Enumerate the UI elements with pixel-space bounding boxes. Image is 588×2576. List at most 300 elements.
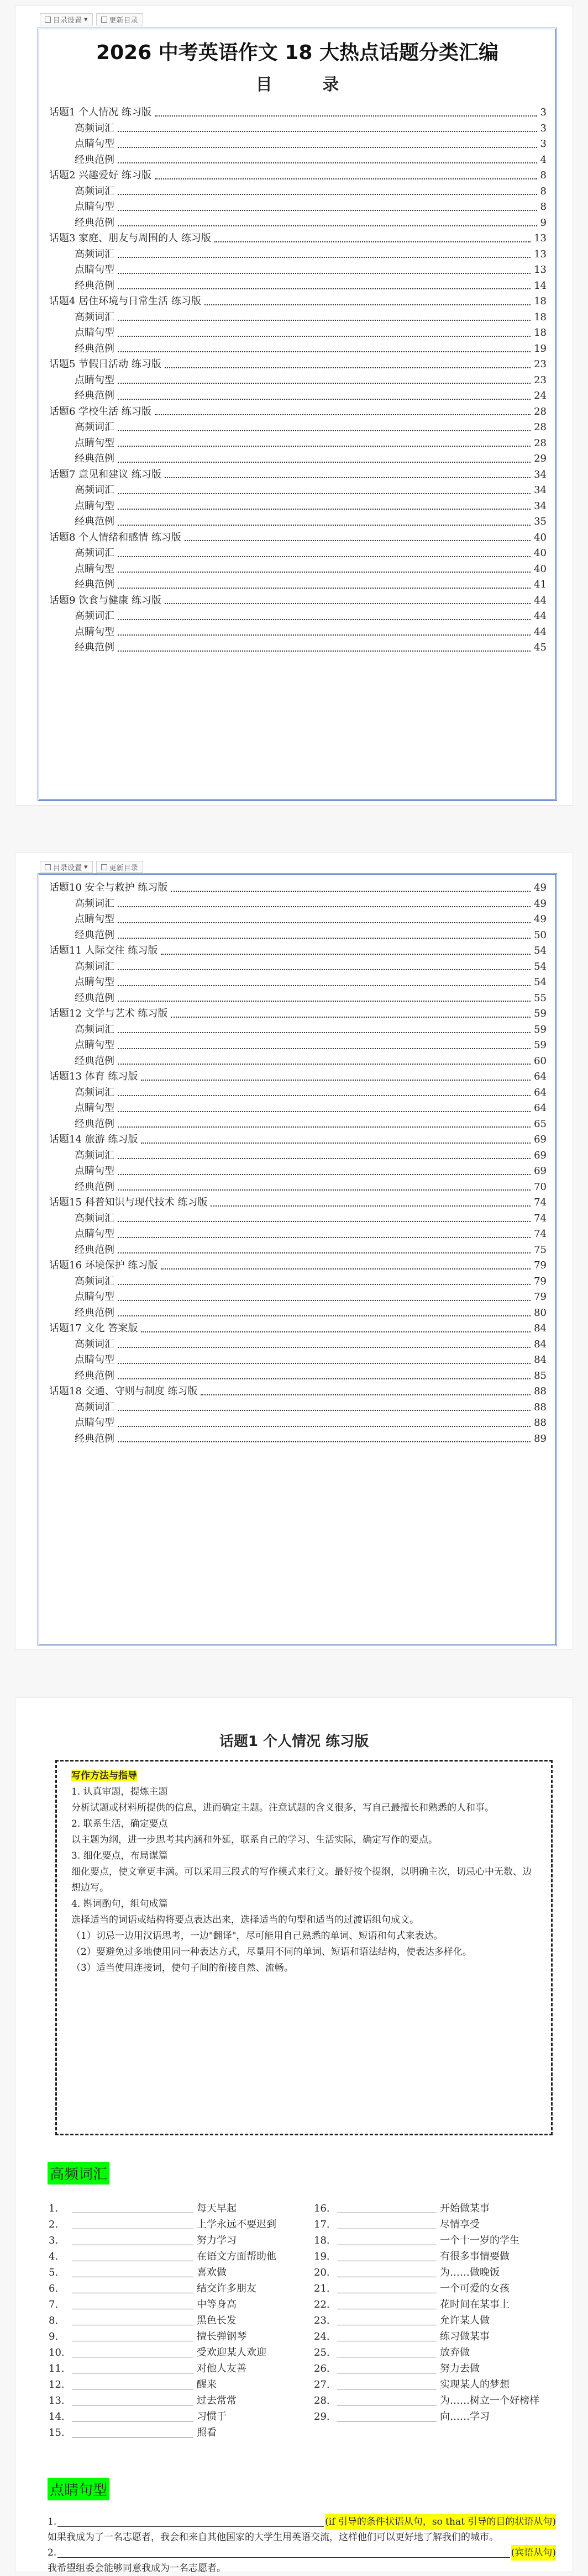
vocab-item <box>49 2313 308 2329</box>
toc-dot-leader <box>118 1221 531 1222</box>
toc-entry-topic[interactable] <box>49 231 547 247</box>
toc-entry-subsection[interactable] <box>49 136 547 152</box>
toc-dot-leader <box>118 525 531 526</box>
sentence-chinese-prompt: 我希望组委会能够同意我成为一名志愿者。 <box>48 2563 226 2574</box>
toc-entry-label: 高频词汇 <box>75 421 114 433</box>
toc-page-number: 88 <box>534 1417 547 1429</box>
vocab-meaning: 上学永远不要迟到 <box>197 2219 276 2230</box>
toc-dot-leader <box>118 1158 531 1159</box>
toc-dot-leader <box>118 985 531 986</box>
toc-page-number: 28 <box>534 421 547 433</box>
vocab-item <box>49 2281 308 2297</box>
vocab-meaning: 为……做晚饭 <box>440 2267 500 2278</box>
toc-page-number: 24 <box>534 390 547 401</box>
vocab-answer-blank[interactable] <box>72 2393 193 2405</box>
toc-dot-leader <box>118 336 531 337</box>
toc-page-number: 14 <box>534 279 547 292</box>
toc-entry-subsection[interactable] <box>49 1117 547 1133</box>
toc-entry-subsection[interactable] <box>49 975 547 991</box>
toc-entry-subsection[interactable] <box>49 1415 547 1431</box>
toc-entry-subsection[interactable] <box>49 1431 547 1447</box>
toc-dot-leader <box>118 225 537 226</box>
toc-entry-label: 点睛句型 <box>75 1291 114 1303</box>
toc-entry-subsection[interactable] <box>49 388 547 404</box>
vocab-number: 15. <box>49 2427 65 2439</box>
vocab-number: 3. <box>49 2235 59 2246</box>
vocab-item <box>49 2425 308 2441</box>
toc-entry-label: 高频词汇 <box>75 1275 114 1287</box>
toc-entry-subsection[interactable] <box>49 1022 547 1038</box>
method-line: 选择适当的词语或结构将要点表达出来，选择适当的句型和适当的过渡语组句成文。 <box>71 1914 419 1926</box>
sentence-number: 1. <box>48 2516 57 2527</box>
toc-page-number: 84 <box>534 1354 547 1366</box>
toc-entry-topic[interactable] <box>49 294 547 310</box>
toc-entry-topic[interactable] <box>49 943 547 959</box>
toc-entry-label: 经典范例 <box>75 342 114 355</box>
toc-dot-leader <box>118 1032 531 1033</box>
toc-page-number: 4 <box>540 154 547 166</box>
vocab-answer-blank[interactable] <box>337 2201 437 2213</box>
vocab-answer-blank[interactable] <box>72 2297 193 2309</box>
toc-page-number: 40 <box>534 563 547 575</box>
toc-entry-topic[interactable] <box>49 1195 547 1211</box>
vocab-answer-blank[interactable] <box>72 2249 193 2261</box>
toc-entry-subsection[interactable] <box>49 959 547 975</box>
toc-icon <box>45 17 51 23</box>
vocab-answer-blank[interactable] <box>72 2345 193 2357</box>
vocab-item <box>49 2409 308 2425</box>
toc-entry-subsection[interactable] <box>49 1038 547 1054</box>
vocab-item <box>314 2313 563 2329</box>
sentence-answer-blank[interactable] <box>57 2515 324 2527</box>
method-line: （3）适当使用连接词，使句子间的衔接自然、流畅。 <box>71 1963 293 1974</box>
toc-dot-leader <box>118 430 531 431</box>
vocab-answer-blank[interactable] <box>72 2361 193 2373</box>
method-line: 1. 认真审题，提炼主题 <box>71 1786 168 1797</box>
chevron-down-icon: ▾ <box>84 15 88 24</box>
toc-entry-topic[interactable] <box>49 880 547 896</box>
sentence-section-label: 点睛句型 <box>48 2478 109 2500</box>
vocab-meaning: 向……学习 <box>440 2411 490 2422</box>
toc-dot-leader <box>161 954 531 955</box>
toc-entry-label: 话题15 科普知识与现代技术 练习版 <box>49 1197 208 1208</box>
method-line: （2）要避免过多地使用同一种表达方式，尽量用不同的单词、短语和语法结构，使表达多样化。 <box>71 1946 472 1958</box>
vocab-item <box>49 2265 308 2281</box>
vocab-answer-blank[interactable] <box>337 2377 437 2389</box>
toc-entry-label: 高频词汇 <box>75 1212 114 1224</box>
toc-dot-leader <box>201 1394 531 1395</box>
toc-entry-topic[interactable] <box>49 1258 547 1274</box>
vocab-meaning: 为……树立一个好榜样 <box>440 2395 539 2406</box>
toc-entry-subsection[interactable] <box>49 514 547 530</box>
toc-entry-label: 点睛句型 <box>75 1039 114 1051</box>
toc-entry-topic[interactable] <box>49 1006 547 1022</box>
toc-entry-subsection[interactable] <box>49 1242 547 1258</box>
vocab-answer-blank[interactable] <box>337 2393 437 2405</box>
toc-entry-subsection[interactable] <box>49 1400 547 1416</box>
toc-page-number: 74 <box>534 1212 547 1224</box>
toc-entry-subsection[interactable] <box>49 577 547 593</box>
toc-dot-leader <box>118 1378 531 1379</box>
vocab-number: 18. <box>314 2235 330 2246</box>
toc-page-number: 28 <box>534 405 547 417</box>
toc-page-number: 50 <box>534 929 547 941</box>
toc-entry-label: 话题17 文化 答案版 <box>49 1323 138 1334</box>
vocab-number: 17. <box>314 2219 330 2230</box>
toc-entry-subsection[interactable] <box>49 420 547 436</box>
toc-page-number: 70 <box>534 1181 547 1193</box>
toc-entry-subsection[interactable] <box>49 896 547 912</box>
vocab-answer-blank[interactable] <box>337 2409 437 2421</box>
toc-toolbar <box>40 861 143 873</box>
toc-dot-leader <box>118 493 531 494</box>
toc-page-number: 55 <box>534 992 547 1004</box>
toc-entry-subsection[interactable] <box>49 1274 547 1290</box>
toc-entry-label: 点睛句型 <box>75 1102 114 1114</box>
sentence-answer-blank[interactable] <box>57 2546 510 2558</box>
vocab-answer-blank[interactable] <box>337 2249 437 2261</box>
toc-entry-subsection[interactable] <box>49 912 547 928</box>
vocab-item <box>314 2233 563 2249</box>
toc-dot-leader <box>118 1363 531 1364</box>
vocab-item <box>49 2201 308 2217</box>
toc-entry-label: 话题12 文学与艺术 练习版 <box>49 1008 168 1019</box>
vocab-item <box>49 2345 308 2361</box>
toc-entry-subsection[interactable] <box>49 1226 547 1242</box>
toc-dot-leader <box>118 1095 531 1096</box>
toc-page-number: 40 <box>534 547 547 559</box>
vocab-number: 11. <box>49 2363 65 2374</box>
toc-entry-label: 点睛句型 <box>75 1228 114 1240</box>
toc-dot-leader <box>118 320 531 321</box>
toc-page-number: 79 <box>534 1291 547 1303</box>
toc-entry-label: 经典范例 <box>75 1369 114 1382</box>
toc-page-number: 84 <box>534 1338 547 1350</box>
vocab-meaning: 喜欢做 <box>197 2267 227 2278</box>
toc-entry-label: 点睛句型 <box>75 563 114 575</box>
toc-entry-label: 点睛句型 <box>75 437 114 449</box>
toc-page-number: 23 <box>534 374 547 386</box>
toc-entry-topic[interactable] <box>49 105 547 121</box>
vocab-number: 22. <box>314 2299 330 2310</box>
toc-entry-topic[interactable] <box>49 530 547 546</box>
toc-dot-leader <box>141 1080 531 1081</box>
toc-page-2 <box>15 853 573 1649</box>
toc-entry-label: 高频词汇 <box>75 547 114 559</box>
toc-entry-topic[interactable] <box>49 593 547 609</box>
toc-entry-subsection[interactable] <box>49 1352 547 1368</box>
vocab-answer-blank[interactable] <box>72 2329 193 2341</box>
exercise-page <box>15 1698 573 2572</box>
vocab-meaning: 一个十一岁的学生 <box>440 2235 519 2246</box>
toc-dot-leader <box>204 304 531 305</box>
toc-dot-leader <box>118 650 531 652</box>
sentence-answer-line <box>48 2514 556 2530</box>
vocab-answer-blank[interactable] <box>72 2313 193 2325</box>
vocab-item <box>314 2297 563 2313</box>
toc-page-number: 65 <box>534 1118 547 1130</box>
vocab-answer-blank[interactable] <box>337 2297 437 2309</box>
toc-entry-label: 话题8 个人情绪和感情 练习版 <box>49 531 181 543</box>
sentence-answer-line <box>48 2545 556 2561</box>
toc-dot-leader <box>185 540 531 541</box>
toc-entry-topic[interactable] <box>49 357 547 373</box>
toc-page-number: 49 <box>534 913 547 925</box>
toc-entry-subsection[interactable] <box>49 325 547 341</box>
toc-entry-label: 话题18 交通、守则与制度 练习版 <box>49 1385 198 1397</box>
toc-entry-subsection[interactable] <box>49 341 547 357</box>
vocab-item <box>49 2393 308 2409</box>
vocab-item <box>314 2345 563 2361</box>
toc-entry-subsection[interactable] <box>49 373 547 389</box>
vocab-meaning: 努力学习 <box>197 2235 237 2246</box>
vocab-number: 12. <box>49 2379 65 2390</box>
vocab-answer-blank[interactable] <box>337 2329 437 2341</box>
chevron-down-icon: ▾ <box>84 863 88 871</box>
toc-entry-label: 经典范例 <box>75 642 114 653</box>
vocab-number: 5. <box>49 2267 59 2278</box>
toc-page-number: 45 <box>534 642 547 653</box>
toc-entry-subsection[interactable] <box>49 562 547 578</box>
toc-entry-subsection[interactable] <box>49 483 547 499</box>
toc-entry-subsection[interactable] <box>49 310 547 326</box>
toc-dot-leader <box>118 1048 531 1049</box>
vocab-number: 24. <box>314 2331 330 2342</box>
toc-entry-subsection[interactable] <box>49 1101 547 1117</box>
vocab-answer-blank[interactable] <box>72 2377 193 2389</box>
toc-entry-label: 经典范例 <box>75 1244 114 1256</box>
vocab-answer-blank[interactable] <box>72 2281 193 2293</box>
toc-dot-leader <box>165 367 531 368</box>
toc-page-number: 34 <box>534 484 547 496</box>
toc-page-number: 74 <box>534 1228 547 1240</box>
vocab-item <box>314 2361 563 2377</box>
toc-entry-subsection[interactable] <box>49 1148 547 1164</box>
toc-dot-leader <box>118 273 531 274</box>
toc-entry-label: 点睛句型 <box>75 913 114 925</box>
toc-entry-subsection[interactable] <box>49 928 547 944</box>
toc-page-number: 54 <box>534 976 547 988</box>
vocab-number: 16. <box>314 2203 330 2214</box>
toc-dot-leader <box>155 115 537 117</box>
toc-entry-subsection[interactable] <box>49 1368 547 1384</box>
toc-entry-label: 高频词汇 <box>75 484 114 496</box>
toc-entry-subsection[interactable] <box>49 262 547 278</box>
vocab-meaning: 醒来 <box>197 2379 217 2390</box>
toc-settings-button[interactable] <box>40 861 93 873</box>
toc-entry-topic[interactable] <box>49 1321 547 1337</box>
toc-entry-subsection[interactable] <box>49 215 547 231</box>
toc-dot-leader <box>118 1189 531 1191</box>
toc-dot-leader <box>118 634 531 636</box>
toc-entry-subsection[interactable] <box>49 640 547 656</box>
vocab-answer-blank[interactable] <box>72 2201 193 2213</box>
vocab-answer-blank[interactable] <box>337 2313 437 2325</box>
toc-entry-label: 话题14 旅游 练习版 <box>49 1134 138 1145</box>
toc-entry-subsection[interactable] <box>49 152 547 168</box>
toc-page-number: 34 <box>534 468 547 480</box>
toc-entry-subsection[interactable] <box>49 609 547 625</box>
toc-dot-leader <box>118 131 537 132</box>
vocab-meaning: 每天早起 <box>197 2203 237 2214</box>
toc-entry-topic[interactable] <box>49 1132 547 1148</box>
toc-entry-subsection[interactable] <box>49 1337 547 1353</box>
toc-page-number: 18 <box>534 295 547 307</box>
update-toc-button[interactable] <box>96 13 143 25</box>
update-toc-button[interactable] <box>96 861 143 873</box>
toc-dot-leader <box>118 906 531 907</box>
vocab-item <box>314 2377 563 2393</box>
vocab-answer-blank[interactable] <box>337 2265 437 2277</box>
vocab-answer-blank[interactable] <box>337 2233 437 2245</box>
vocab-number: 6. <box>49 2283 59 2294</box>
toc-entry-subsection[interactable] <box>49 1305 547 1321</box>
method-line: 2. 联系生活，确定要点 <box>71 1818 168 1829</box>
method-line: 4. 斟词酌句，组句成篇 <box>71 1898 168 1909</box>
toc-dot-leader <box>118 1001 531 1002</box>
toc-entry-label: 高频词汇 <box>75 1338 114 1350</box>
toc-entry-label: 经典范例 <box>75 579 114 590</box>
toc-page-number: 3 <box>540 122 547 134</box>
toc-frame <box>38 873 557 1646</box>
toc-entry-label: 点睛句型 <box>75 626 114 638</box>
update-toc-label: 更新目录 <box>109 16 138 25</box>
toc-dot-leader <box>118 509 531 510</box>
toc-dot-leader <box>155 414 531 415</box>
vocab-answer-blank[interactable] <box>72 2217 193 2229</box>
vocab-item <box>314 2249 563 2265</box>
toc-entry-label: 点睛句型 <box>75 1165 114 1177</box>
toc-entry-label: 经典范例 <box>75 279 114 292</box>
toc-entry-subsection[interactable] <box>49 991 547 1007</box>
toc-entry-label: 高频词汇 <box>75 960 114 972</box>
toc-entry-label: 高频词汇 <box>75 248 114 260</box>
toc-entry-label: 点睛句型 <box>75 138 114 150</box>
toc-settings-button[interactable] <box>40 13 93 25</box>
toc-entry-subsection[interactable] <box>49 625 547 641</box>
vocab-meaning: 对他人友善 <box>197 2363 246 2374</box>
toc-dot-leader <box>118 969 531 970</box>
toc-page-number: 64 <box>534 1071 547 1082</box>
toc-entry-label: 话题7 意见和建议 练习版 <box>49 468 161 480</box>
vocab-item <box>314 2265 563 2281</box>
refresh-icon <box>101 17 107 23</box>
vocab-answer-blank[interactable] <box>72 2265 193 2277</box>
toc-entry-topic[interactable] <box>49 1384 547 1400</box>
toc-entry-label: 话题16 环境保护 练习版 <box>49 1260 158 1271</box>
toc-entry-label: 话题2 兴趣爱好 练习版 <box>49 170 151 181</box>
toc-dot-leader <box>118 1111 531 1112</box>
toc-entry-label: 高频词汇 <box>75 610 114 622</box>
toc-page-number: 84 <box>534 1323 547 1334</box>
refresh-icon <box>101 864 107 870</box>
vocab-number: 13. <box>49 2395 65 2406</box>
toc-page-number: 19 <box>534 342 547 355</box>
method-line: 分析试题或材料所提供的信息，进而确定主题。注意试题的含义很多，写自己最擅长和熟悉的人和事。 <box>71 1802 494 1813</box>
vocab-meaning: 中等身高 <box>197 2299 237 2310</box>
vocab-meaning: 受欢迎某人欢迎 <box>197 2347 266 2358</box>
toc-page-number: 13 <box>534 248 547 260</box>
toc-dot-leader <box>118 194 537 195</box>
vocab-item <box>49 2361 308 2377</box>
vocab-meaning: 尽情享受 <box>440 2219 480 2230</box>
toc-entry-subsection[interactable] <box>49 1085 547 1101</box>
toc-entry-subsection[interactable] <box>49 121 547 137</box>
toc-entry-topic[interactable] <box>49 1069 547 1085</box>
vocab-section-label: 高频词汇 <box>48 2162 109 2184</box>
toc-page-number: 88 <box>534 1401 547 1413</box>
vocab-answer-blank[interactable] <box>72 2233 193 2245</box>
toc-page-number: 79 <box>534 1260 547 1271</box>
vocab-number: 20. <box>314 2267 330 2278</box>
vocab-answer-blank[interactable] <box>72 2425 193 2437</box>
toc-page-number: 64 <box>534 1102 547 1114</box>
vocab-number: 27. <box>314 2379 330 2390</box>
toc-dot-leader <box>118 1300 531 1301</box>
vocab-meaning: 过去常常 <box>197 2395 237 2406</box>
vocab-meaning: 在语文方面帮助他 <box>197 2251 276 2262</box>
toc-dot-leader <box>118 383 531 384</box>
toc-page-number: 3 <box>540 107 547 118</box>
toc-entry-subsection[interactable] <box>49 1054 547 1070</box>
vocab-number: 25. <box>314 2347 330 2358</box>
toc-entry-subsection[interactable] <box>49 436 547 452</box>
toc-entry-subsection[interactable] <box>49 1179 547 1196</box>
toc-entry-subsection[interactable] <box>49 499 547 515</box>
toc-page-number: 89 <box>534 1432 547 1445</box>
vocab-answer-blank[interactable] <box>337 2361 437 2373</box>
vocab-answer-blank[interactable] <box>337 2217 437 2229</box>
toc-entry-label: 高频词汇 <box>75 1149 114 1161</box>
writing-method-box <box>55 1760 553 2135</box>
toc-entry-subsection[interactable] <box>49 184 547 200</box>
toc-entry-subsection[interactable] <box>49 546 547 562</box>
toc-page-number: 74 <box>534 1197 547 1208</box>
toc-page-number: 18 <box>534 327 547 338</box>
toc-entry-subsection[interactable] <box>49 199 547 215</box>
toc-entry-subsection[interactable] <box>49 278 547 294</box>
vocab-answer-blank[interactable] <box>337 2345 437 2357</box>
toc-page-number: 85 <box>534 1369 547 1382</box>
toc-entry-subsection[interactable] <box>49 247 547 263</box>
vocab-item <box>314 2217 563 2233</box>
toc-entry-label: 点睛句型 <box>75 374 114 386</box>
toc-entry-subsection[interactable] <box>49 1289 547 1305</box>
toc-dot-leader <box>118 351 531 352</box>
toc-entry-topic[interactable] <box>49 168 547 184</box>
toc-entry-label: 经典范例 <box>75 154 114 166</box>
vocab-answer-blank[interactable] <box>337 2281 437 2293</box>
toc-entry-subsection[interactable] <box>49 451 547 467</box>
toc-page-number: 41 <box>534 579 547 590</box>
toc-entry-label: 话题1 个人情况 练习版 <box>49 107 151 118</box>
vocab-meaning: 花时间在某事上 <box>440 2299 510 2310</box>
toc-page-number: 13 <box>534 264 547 276</box>
toc-entry-topic[interactable] <box>49 404 547 420</box>
toc-entry-subsection[interactable] <box>49 1211 547 1227</box>
toc-dot-leader <box>211 1205 531 1207</box>
method-line: （1）切忌一边用汉语思考，一边"翻译"，尽可能用自己熟悉的单词、短语和句式来表达。 <box>71 1930 443 1942</box>
toc-page-number: 54 <box>534 945 547 956</box>
toc-page-number: 34 <box>534 500 547 512</box>
vocab-answer-blank[interactable] <box>72 2409 193 2421</box>
method-lines <box>71 1784 537 1976</box>
toc-entry-topic[interactable] <box>49 467 547 483</box>
toc-entry-subsection[interactable] <box>49 1163 547 1179</box>
toc-entry-label: 高频词汇 <box>75 1401 114 1413</box>
vocab-list-right <box>314 2201 563 2425</box>
vocab-item <box>314 2393 563 2409</box>
